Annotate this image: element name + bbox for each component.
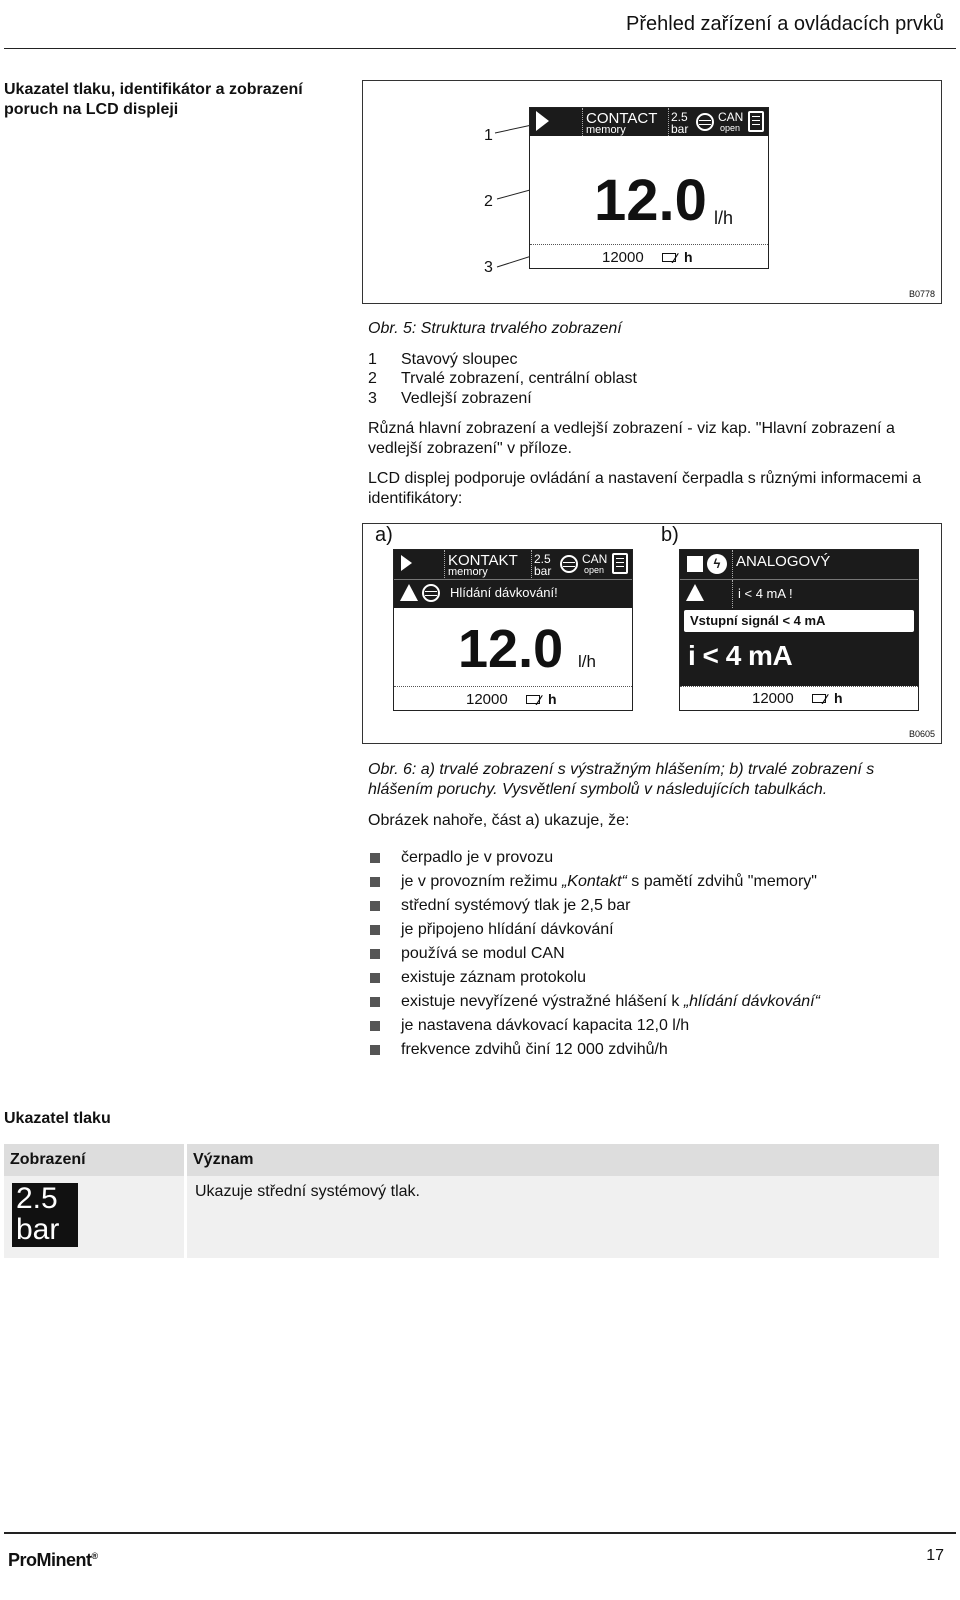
pressure-value-a: 2.5 (534, 552, 551, 566)
label-a: a) (375, 524, 393, 546)
log-icon (612, 553, 628, 574)
list-item: existuje nevyřízené výstražné hlášení k „hlídání dávkování“ (368, 990, 820, 1014)
status-bullet-list (368, 846, 820, 1062)
status-mode-b: ANALOGOVÝ (736, 553, 831, 570)
sub-value: 12000 (602, 249, 644, 266)
list-item: střední systémový tlak je 2,5 bar (368, 894, 820, 918)
warning-icon (686, 584, 704, 601)
fault-text-b: i < 4 mA ! (738, 586, 793, 601)
main-value-a: 12.0 (458, 619, 564, 679)
monitoring-warning-icon (422, 584, 440, 602)
list-item: je připojeno hlídání dávkování (368, 918, 820, 942)
main-value-b: i < 4 mA (688, 640, 793, 671)
main-unit: l/h (714, 208, 734, 228)
stop-icon (687, 556, 703, 572)
table-cell-meaning: Ukazuje střední systémový tlak. (187, 1176, 939, 1258)
monitoring-icon (560, 555, 578, 573)
play-icon (401, 555, 412, 571)
section-heading-lcd: Ukazatel tlaku, identifikátor a zobrazení poruch na LCD displeji (4, 81, 303, 118)
page-header-title: Přehled zařízení a ovládacích prvků (626, 13, 944, 35)
header-rule (4, 48, 956, 49)
callout-3: 3 (484, 259, 493, 276)
sub-value-a: 12000 (466, 691, 508, 708)
footer-rule (4, 1532, 956, 1534)
figure-5 (362, 80, 942, 304)
sub-value-b: 12000 (752, 690, 794, 707)
pressure-value: 2.5 (671, 110, 688, 124)
list-item: existuje záznam protokolu (368, 966, 820, 990)
figure-6-caption: Obr. 6: a) trvalé zobrazení s výstražným hlášením; b) trvalé zobrazení s hlášením poruchy. Vysvětlení symbolů v následujících tabulkách. (368, 761, 875, 798)
fault-icon: ϟ (707, 554, 727, 574)
warning-icon (400, 584, 418, 601)
list-item: frekvence zdvihů činí 12 000 zdvihů/h (368, 1038, 820, 1062)
list-item: používá se modul CAN (368, 942, 820, 966)
can-label-a: CAN (582, 552, 608, 566)
status-mode-sub-a: memory (448, 566, 488, 578)
pressure-unit: bar (671, 122, 689, 136)
main-value: 12.0 (594, 168, 707, 233)
can-label: CAN (718, 110, 744, 124)
lcd-display-a: KONTAKT memory 2.5 bar CAN open Hlídání dávkování! 12.0 l/h 12000 ∕ h (393, 549, 633, 711)
table-header-display: Zobrazení (4, 1144, 184, 1176)
figure-5-caption: Obr. 5: Struktura trvalého zobrazení (368, 320, 622, 337)
can-sub: open (720, 123, 741, 133)
sub-unit-a: h (548, 691, 557, 707)
status-bar (530, 108, 768, 136)
figure-6 (362, 523, 942, 744)
main-unit-a: l/h (578, 652, 596, 671)
log-icon (748, 111, 764, 132)
list-item: je nastavena dávkovací kapacita 12,0 l/h (368, 1014, 820, 1038)
sub-unit-b: h (834, 690, 843, 706)
figure-code: B0605 (908, 729, 935, 739)
fault-message-b: Vstupní signál < 4 mA (684, 610, 914, 632)
warning-text-a: Hlídání dávkování! (450, 585, 558, 600)
list-item: je v provozním režimu „Kontakt“ s pamětí zdvihů "memory" (368, 870, 820, 894)
callout-2: 2 (484, 193, 493, 210)
table-cell-display (4, 1176, 184, 1258)
figure-code: B0778 (908, 289, 935, 299)
section-heading-pressure: Ukazatel tlaku (4, 1110, 111, 1127)
can-sub-a: open (584, 565, 605, 575)
list-item: čerpadlo je v provozu (368, 846, 820, 870)
legend-item: 3 Vedlejší zobrazení (368, 390, 532, 407)
brand-logo: ProMinent® (8, 1550, 98, 1570)
lcd-display: CONTACT memory 2.5 bar CAN open 12.0 l/h 12000 ∕ h (529, 107, 769, 269)
label-b: b) (661, 524, 679, 546)
page-number: 17 (926, 1547, 944, 1564)
callout-1: 1 (484, 127, 493, 144)
status-mode-sub: memory (586, 124, 626, 136)
play-icon (536, 111, 549, 131)
pressure-display-icon: 2.5 bar (12, 1183, 78, 1247)
status-mode-a: KONTAKT (448, 552, 518, 569)
lcd-display-b: ϟ ANALOGOVÝ i < 4 mA ! Vstupní signál < 4 mA i < 4 mA 12000 ∕ h (679, 549, 919, 711)
paragraph-2: LCD displej podporuje ovládání a nastavení čerpadla s různými informacemi a identifikátory: (368, 470, 922, 507)
paragraph-3: Obrázek nahoře, část a) ukazuje, že: (368, 812, 630, 829)
status-mode: CONTACT (586, 110, 658, 127)
monitoring-icon (696, 113, 714, 131)
legend-item: 1 Stavový sloupec (368, 351, 518, 368)
paragraph-1: Různá hlavní zobrazení a vedlejší zobrazení - viz kap. "Hlavní zobrazení a vedlejší zobrazení" v příloze. (368, 420, 895, 457)
pressure-unit-a: bar (534, 564, 552, 578)
status-bar-a (394, 550, 632, 608)
legend-item: 2 Trvalé zobrazení, centrální oblast (368, 370, 637, 387)
sub-unit: h (684, 249, 693, 265)
table-header-meaning: Význam (187, 1144, 939, 1176)
